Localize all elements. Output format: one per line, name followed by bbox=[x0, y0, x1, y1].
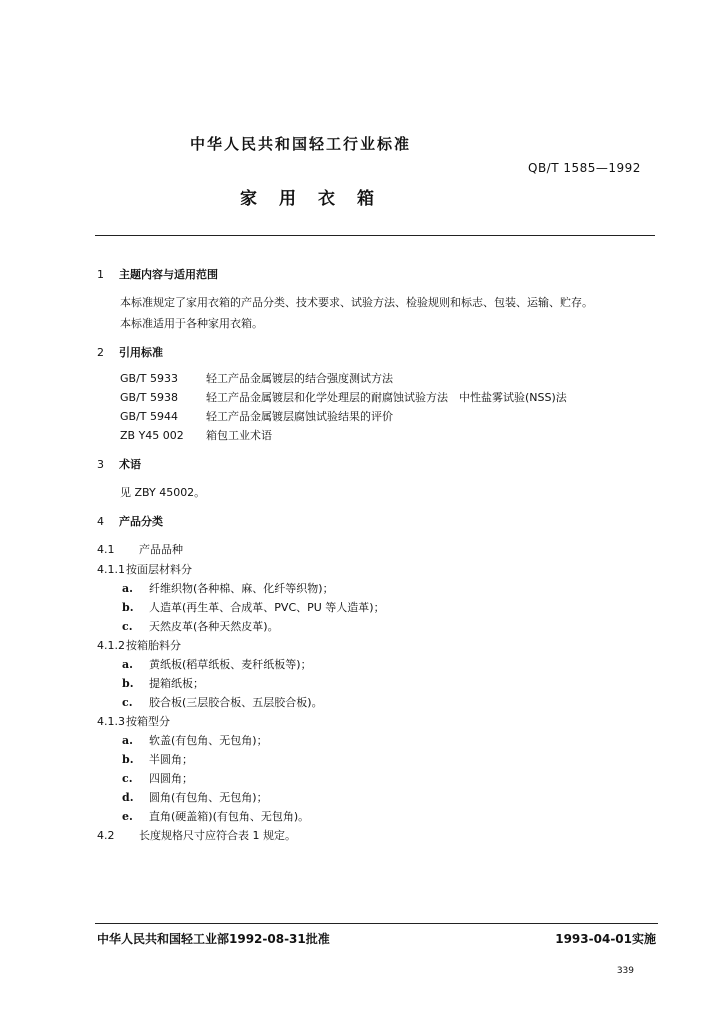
list-text: 人造革(再生革、合成革、PVC、PU 等人造革)； bbox=[149, 601, 385, 614]
section-3-para: 见 ZBY 45002。 bbox=[120, 486, 206, 499]
list-letter: c. bbox=[122, 696, 133, 709]
list-item bbox=[122, 770, 193, 786]
subsection-4-1-2 bbox=[97, 637, 181, 653]
list-text: 软盖(有包角、无包角)； bbox=[149, 734, 268, 747]
subsection-4-1-1 bbox=[97, 561, 192, 577]
reference-code: GB/T 5933 bbox=[120, 372, 178, 385]
list-letter: b. bbox=[122, 677, 134, 690]
reference-code: ZB Y45 002 bbox=[120, 429, 184, 442]
list-text: 四圆角； bbox=[149, 772, 193, 785]
subsection-number: 4.1 bbox=[97, 543, 115, 556]
list-text: 天然皮革(各种天然皮革)。 bbox=[149, 620, 279, 633]
page-number: 339 bbox=[616, 966, 634, 976]
section-number: 4 bbox=[97, 515, 104, 528]
footer-rule bbox=[95, 923, 658, 924]
section-1-para-1: 本标准规定了家用衣箱的产品分类、技术要求、试验方法、检验规则和标志、包装、运输、贮存。 bbox=[120, 296, 593, 309]
list-letter: c. bbox=[122, 620, 133, 633]
section-number: 1 bbox=[97, 268, 104, 281]
section-1-para-2: 本标准适用于各种家用衣箱。 bbox=[120, 317, 263, 330]
list-letter: a. bbox=[122, 658, 133, 671]
list-text: 胶合板(三层胶合板、五层胶合板)。 bbox=[149, 696, 323, 709]
document-title: 家用衣箱 bbox=[240, 189, 396, 209]
list-text: 半圆角； bbox=[149, 753, 193, 766]
reference-item bbox=[120, 389, 567, 405]
list-text: 提箱纸板； bbox=[149, 677, 204, 690]
reference-text: 轻工产品金属镀层腐蚀试验结果的评价 bbox=[206, 410, 393, 423]
approval-text: 中华人民共和国轻工业部1992-08-31批准 bbox=[97, 932, 330, 946]
subsection-title: 按箱型分 bbox=[126, 715, 170, 728]
list-letter: a. bbox=[122, 734, 133, 747]
standard-title: 中华人民共和国轻工行业标准 bbox=[190, 135, 412, 153]
list-item bbox=[122, 675, 204, 691]
section-number: 2 bbox=[97, 346, 104, 359]
reference-item bbox=[120, 408, 393, 424]
list-letter: a. bbox=[122, 582, 133, 595]
list-item bbox=[122, 789, 268, 805]
subsection-title: 产品品种 bbox=[139, 543, 183, 556]
subsection-text: 长度规格尺寸应符合表 1 规定。 bbox=[139, 829, 296, 842]
section-title: 产品分类 bbox=[119, 515, 163, 528]
reference-text: 轻工产品金属镀层的结合强度测试方法 bbox=[206, 372, 393, 385]
subsection-4-1-3 bbox=[97, 713, 170, 729]
list-item bbox=[122, 618, 279, 634]
list-letter: c. bbox=[122, 772, 133, 785]
list-text: 圆角(有包角、无包角)； bbox=[149, 791, 268, 804]
list-letter: e. bbox=[122, 810, 133, 823]
header-rule bbox=[95, 235, 655, 236]
subsection-title: 按箱胎料分 bbox=[126, 639, 181, 652]
list-item bbox=[122, 808, 309, 824]
list-item bbox=[122, 694, 323, 710]
subsection-number: 4.2 bbox=[97, 829, 115, 842]
list-text: 黄纸板(稻草纸板、麦秆纸板等)； bbox=[149, 658, 312, 671]
reference-code: GB/T 5938 bbox=[120, 391, 178, 404]
reference-text: 箱包工业术语 bbox=[206, 429, 272, 442]
section-number: 3 bbox=[97, 458, 104, 471]
subsection-4-1 bbox=[97, 541, 183, 557]
subsection-title: 按面层材料分 bbox=[126, 563, 192, 576]
implementation-text: 1993-04-01实施 bbox=[555, 932, 656, 946]
list-letter: b. bbox=[122, 601, 134, 614]
reference-text: 轻工产品金属镀层和化学处理层的耐腐蚀试验方法 中性盐雾试验(NSS)法 bbox=[206, 391, 567, 404]
list-item bbox=[122, 599, 385, 615]
subsection-4-2 bbox=[97, 827, 296, 843]
section-3-heading bbox=[97, 456, 141, 472]
section-2-heading bbox=[97, 344, 163, 360]
list-item bbox=[122, 580, 334, 596]
section-1-heading bbox=[97, 266, 218, 282]
list-letter: b. bbox=[122, 753, 134, 766]
subsection-number: 4.1.2 bbox=[97, 639, 125, 652]
standard-code: QB/T 1585—1992 bbox=[528, 161, 641, 175]
list-item bbox=[122, 751, 193, 767]
section-4-heading bbox=[97, 513, 163, 529]
list-item bbox=[122, 656, 312, 672]
list-text: 纤维织物(各种棉、麻、化纤等织物)； bbox=[149, 582, 334, 595]
list-text: 直角(硬盖箱)(有包角、无包角)。 bbox=[149, 810, 310, 823]
reference-item bbox=[120, 427, 272, 443]
list-item bbox=[122, 732, 268, 748]
subsection-number: 4.1.1 bbox=[97, 563, 125, 576]
section-title: 术语 bbox=[119, 458, 141, 471]
list-letter: d. bbox=[122, 791, 134, 804]
reference-item bbox=[120, 370, 393, 386]
subsection-number: 4.1.3 bbox=[97, 715, 125, 728]
reference-code: GB/T 5944 bbox=[120, 410, 178, 423]
section-title: 引用标准 bbox=[119, 346, 163, 359]
section-title: 主题内容与适用范围 bbox=[119, 268, 218, 281]
